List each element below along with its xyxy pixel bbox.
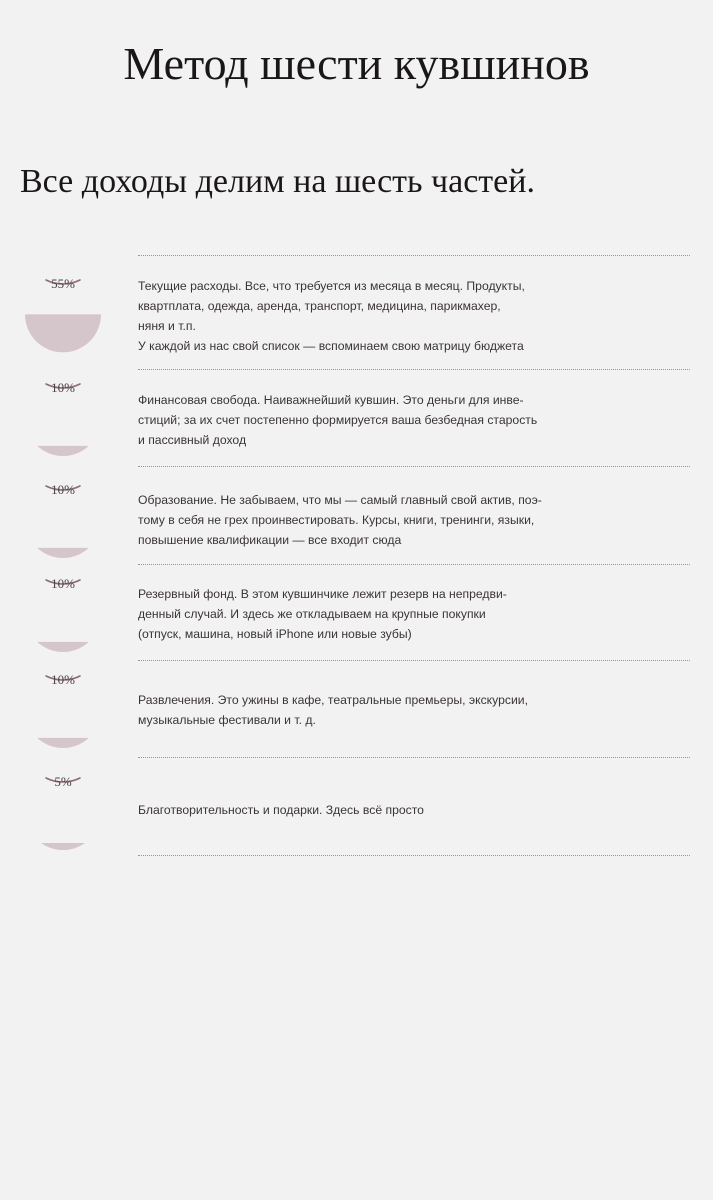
jar-fill xyxy=(37,548,89,558)
jar-row-charity xyxy=(0,770,713,860)
jar-fill xyxy=(37,642,89,652)
jar-percent-label: 10% xyxy=(51,380,75,395)
jar-row-financial-freedom xyxy=(0,376,713,466)
divider xyxy=(138,757,690,758)
divider xyxy=(138,660,690,661)
jar-icon xyxy=(22,478,104,562)
jar-fill xyxy=(41,843,85,850)
jar-graphic xyxy=(22,668,104,752)
divider xyxy=(138,466,690,467)
desc-line: квартплата, одежда, аренда, транспорт, медицина, парикмахер, xyxy=(138,299,501,313)
desc-line: музыкальные фестивали и т. д. xyxy=(138,713,316,727)
desc-line: Благотворительность и подарки. Здесь всё просто xyxy=(138,803,424,817)
jar-icon xyxy=(22,272,104,356)
jar-fill xyxy=(25,314,101,352)
desc-line: Резервный фонд. В этом кувшинчике лежит резерв на непредви- xyxy=(138,587,507,601)
jar-description xyxy=(138,584,690,644)
desc-line: няня и т.п. xyxy=(138,319,196,333)
desc-line: (отпуск, машина, новый iPhone или новые зубы) xyxy=(138,627,412,641)
divider xyxy=(138,564,690,565)
jar-percent-label: 55% xyxy=(51,276,75,291)
desc-line: Финансовая свобода. Наиважнейший кувшин. Это деньги для инве- xyxy=(138,393,524,407)
jar-graphic xyxy=(22,572,104,656)
divider xyxy=(138,855,690,856)
jar-fill xyxy=(37,738,89,748)
jar-graphic xyxy=(22,272,104,356)
desc-line: стиций; за их счет постепенно формируется ваша безбедная старость xyxy=(138,413,538,427)
jar-graphic xyxy=(22,770,104,854)
jar-row-current-expenses xyxy=(0,272,713,372)
desc-line: денный случай. И здесь же откладываем на крупные покупки xyxy=(138,607,486,621)
page-title: Метод шести кувшинов xyxy=(123,38,590,89)
desc-line: Образование. Не забываем, что мы — самый главный свой актив, поэ- xyxy=(138,493,542,507)
desc-line: У каждой из нас свой список — вспоминаем свою матрицу бюджета xyxy=(138,339,524,353)
jar-icon xyxy=(22,770,104,854)
jar-row-entertainment xyxy=(0,668,713,758)
jar-icon xyxy=(22,376,104,460)
desc-line: тому в себя не грех проинвестировать. Курсы, книги, тренинги, языки, xyxy=(138,513,535,527)
jar-graphic xyxy=(22,376,104,460)
desc-line: и пассивный доход xyxy=(138,433,247,447)
jar-description xyxy=(138,800,690,820)
jar-icon xyxy=(22,572,104,656)
desc-line: Текущие расходы. Все, что требуется из месяца в месяц. Продукты, xyxy=(138,279,525,293)
page-subtitle: Все доходы делим на шесть частей. xyxy=(20,163,535,200)
desc-line: повышение квалификации — все входит сюда xyxy=(138,533,402,547)
jar-description xyxy=(138,276,690,356)
jar-icon xyxy=(22,668,104,752)
jar-description xyxy=(138,390,690,450)
jar-percent-label: 5% xyxy=(54,774,72,789)
jar-graphic xyxy=(22,478,104,562)
divider xyxy=(138,369,690,370)
jar-description xyxy=(138,490,690,550)
jar-row-reserve-fund xyxy=(0,572,713,662)
divider xyxy=(138,255,690,256)
jar-percent-label: 10% xyxy=(51,482,75,497)
jar-fill xyxy=(37,446,89,456)
jar-row-education xyxy=(0,478,713,568)
jar-percent-label: 10% xyxy=(51,576,75,591)
jar-percent-label: 10% xyxy=(51,672,75,687)
jar-description xyxy=(138,690,690,730)
desc-line: Развлечения. Это ужины в кафе, театральные премьеры, экскурсии, xyxy=(138,693,528,707)
